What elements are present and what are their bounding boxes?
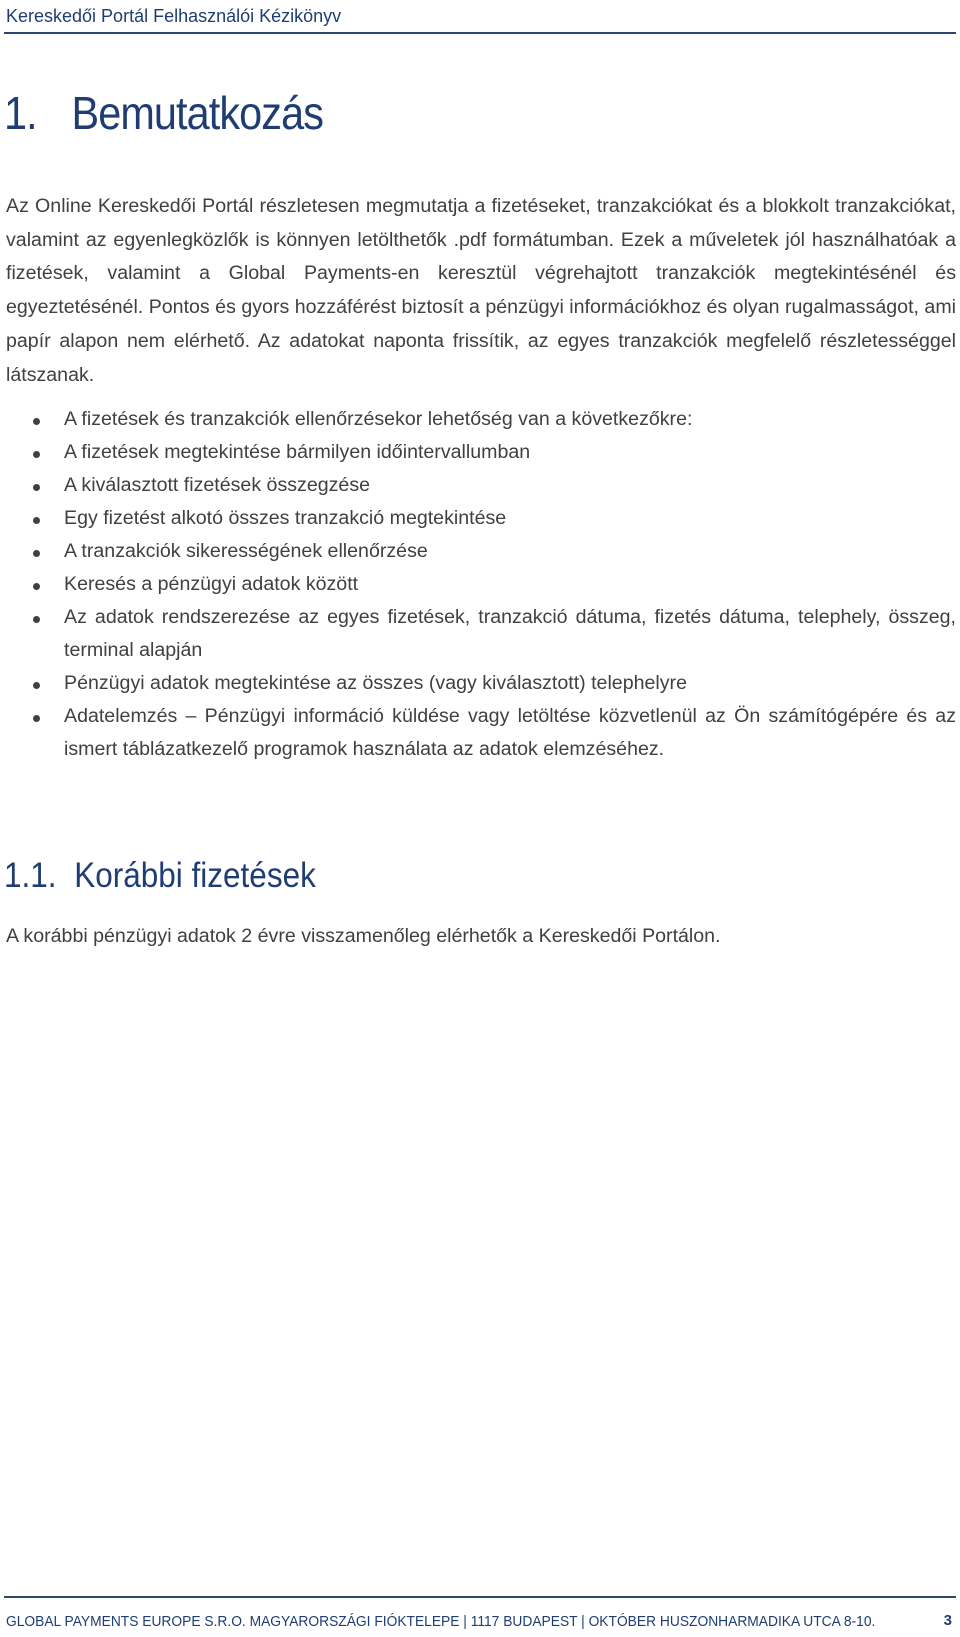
list-item [0,601,956,667]
list-item-text: Adatelemzés – Pénzügyi információ küldése vagy letöltése közvetlenül az Ön számítógépére és az ismert táblázatkezelő programok használata az adatok elemzéséhez. [64,705,956,760]
list-item [0,535,956,568]
list-item-text: Pénzügyi adatok megtekintése az összes (vagy kiválasztott) telephelyre [64,672,687,694]
list-item [0,700,956,766]
list-item [0,403,956,436]
subsection-number: 1.1. [4,856,57,895]
section-number: 1. [4,87,37,139]
subsection-title: Korábbi fizetések [74,856,316,895]
bullet-icon [33,550,40,557]
list-item-text: Keresés a pénzügyi adatok között [64,573,359,595]
subsection-paragraph: A korábbi pénzügyi adatok 2 évre visszamenőleg elérhetők a Kereskedői Portálon. [6,925,721,947]
bullet-icon [33,682,40,689]
bullet-icon [33,583,40,590]
bullet-icon [33,715,40,722]
bullet-icon [33,451,40,458]
list-item-text: A fizetések megtekintése bármilyen időintervallumban [64,441,531,463]
list-item [0,469,956,502]
list-item-text: A fizetések és tranzakciók ellenőrzésekor lehetőség van a következőkre: [64,408,693,430]
bullet-icon [33,418,40,425]
section-heading-1 [4,86,323,140]
footer-address: GLOBAL PAYMENTS EUROPE S.R.O. MAGYARORSZÁGI FIÓKTELEPE | 1117 BUDAPEST | OKTÓBER HUSZONHARMADIKA UTCA 8-10. [6,1613,876,1630]
bullet-icon [33,616,40,623]
list-item [0,502,956,535]
section-title: Bemutatkozás [71,87,324,139]
intro-paragraph: Az Online Kereskedői Portál részletesen megmutatja a fizetéseket, tranzakciókat és a blokkolt tranzakciókat, valamint az egyenlegközlők is könnyen letölthetők .pdf formátumban. Ezek a műveletek jól használhatóak a fizetések, valamint a Global Payments-en keresztül végrehajtott tranzakciók megtekintésénél és egyeztetésénél. Pontos és gyors hozzáférést biztosít a pénzügyi információkhoz és olyan rugalmasságot, ami papír alapon nem elérhető. Az adatokat naponta frissítik, az egyes tranzakciók megfelelő részletességgel látszanak. [6,195,956,386]
page-number: 3 [943,1612,952,1629]
header-title: Kereskedői Portál Felhasználói Kézikönyv [6,6,342,26]
feature-list [0,403,956,766]
list-item-text: Az adatok rendszerezése az egyes fizetések, tranzakció dátuma, fizetés dátuma, telephely, összeg, terminal alapján [64,606,956,661]
list-item-text: A tranzakciók sikerességének ellenőrzése [64,540,428,562]
section-heading-1-1 [4,856,316,896]
bullet-icon [33,517,40,524]
list-item [0,436,956,469]
list-item [0,568,956,601]
list-item-text: Egy fizetést alkotó összes tranzakció megtekintése [64,507,507,529]
list-item [0,667,956,700]
list-item-text: A kiválasztott fizetések összegzése [64,474,371,496]
bullet-icon [33,484,40,491]
page-header [4,4,956,34]
page-footer [4,1596,956,1636]
